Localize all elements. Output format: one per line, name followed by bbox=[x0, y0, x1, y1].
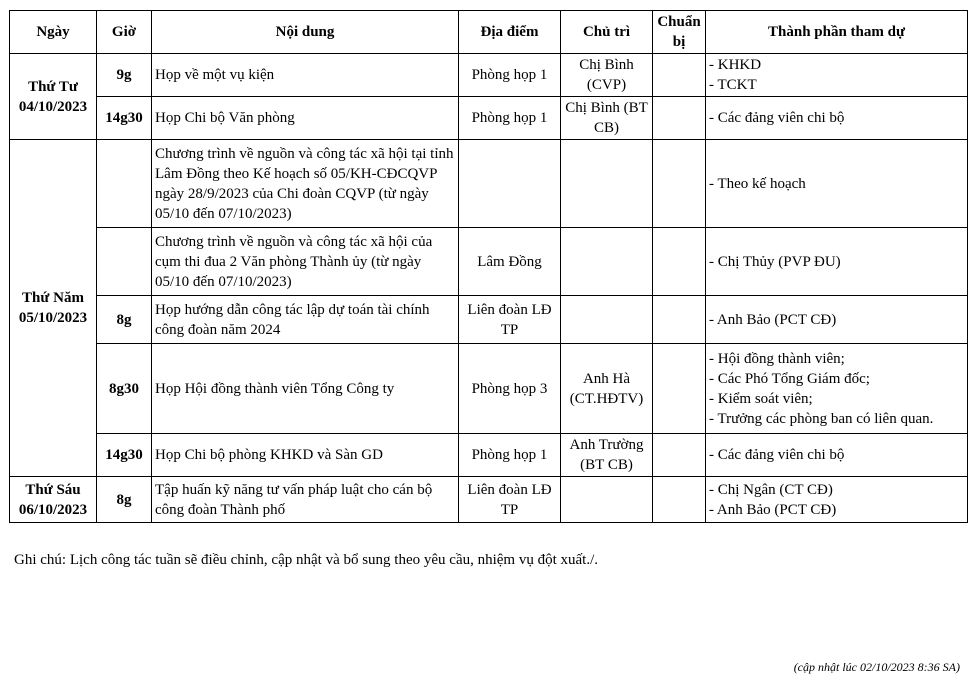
location-cell: Lâm Đồng bbox=[459, 228, 561, 296]
time-cell: 8g30 bbox=[97, 344, 152, 434]
day-cell bbox=[10, 477, 97, 523]
location-cell: Liên đoàn LĐ TP bbox=[459, 477, 561, 523]
location-cell: Phòng họp 3 bbox=[459, 344, 561, 434]
header-content: Nội dung bbox=[152, 11, 459, 54]
header-day: Ngày bbox=[10, 11, 97, 54]
day-cell bbox=[10, 54, 97, 140]
time-cell: 8g bbox=[97, 296, 152, 344]
content-cell: Họp Chi bộ Văn phòng bbox=[152, 97, 459, 140]
location-cell: Phòng họp 1 bbox=[459, 97, 561, 140]
attendees-cell: - Chị Thủy (PVP ĐU) bbox=[706, 228, 968, 296]
chair-cell: Chị Bình (BT CB) bbox=[561, 97, 653, 140]
content-cell: Chương trình về nguồn và công tác xã hội của cụm thi đua 2 Văn phòng Thành ủy (từ ngày 05/10 đến 07/10/2023) bbox=[152, 228, 459, 296]
day-date: 04/10/2023 bbox=[18, 98, 88, 115]
header-location: Địa điểm bbox=[459, 11, 561, 54]
table-row bbox=[10, 228, 968, 296]
day-label: Thứ Sáu bbox=[25, 481, 81, 498]
header-attendees: Thành phần tham dự bbox=[706, 11, 968, 54]
content-cell: Họp Hội đồng thành viên Tổng Công ty bbox=[152, 344, 459, 434]
day-label: Thứ Tư bbox=[28, 78, 78, 95]
table-row bbox=[10, 54, 968, 97]
table-row bbox=[10, 477, 968, 523]
attendees-cell bbox=[706, 344, 968, 434]
content-cell: Họp Chi bộ phòng KHKD và Sàn GD bbox=[152, 434, 459, 477]
content-cell: Tập huấn kỹ năng tư vấn pháp luật cho cán bộ công đoàn Thành phố bbox=[152, 477, 459, 523]
attendees-cell: - Các đảng viên chi bộ bbox=[706, 434, 968, 477]
table-row bbox=[10, 434, 968, 477]
prep-cell bbox=[653, 97, 706, 140]
prep-cell bbox=[653, 477, 706, 523]
attendees-cell bbox=[706, 477, 968, 523]
day-date: 05/10/2023 bbox=[18, 310, 88, 326]
header-prep: Chuẩn bị bbox=[653, 11, 706, 54]
attendee-item: - Kiểm soát viên; bbox=[709, 390, 813, 407]
location-cell: Phòng họp 1 bbox=[459, 54, 561, 97]
time-cell: 8g bbox=[97, 477, 152, 523]
day-date: 06/10/2023 bbox=[18, 501, 88, 518]
chair-cell bbox=[561, 228, 653, 296]
chair-cell: Anh Hà (CT.HĐTV) bbox=[561, 344, 653, 434]
attendee-item: - Chị Ngân (CT CĐ) bbox=[709, 481, 833, 498]
updated-timestamp: (cập nhật lúc 02/10/2023 8:36 SA) bbox=[793, 660, 960, 674]
content-cell: Họp hướng dẫn công tác lập dự toán tài chính công đoàn năm 2024 bbox=[152, 296, 459, 344]
time-cell bbox=[97, 140, 152, 228]
attendees-cell: - Anh Bảo (PCT CĐ) bbox=[706, 296, 968, 344]
time-cell: 14g30 bbox=[97, 97, 152, 140]
footnote: Ghi chú: Lịch công tác tuần sẽ điều chỉnh, cập nhật và bổ sung theo yêu cầu, nhiệm vụ đột xuất./. bbox=[14, 552, 599, 568]
prep-cell bbox=[653, 54, 706, 97]
prep-cell bbox=[653, 344, 706, 434]
time-cell: 9g bbox=[97, 54, 152, 97]
chair-cell: Anh Trường (BT CB) bbox=[561, 434, 653, 477]
location-cell: Phòng họp 1 bbox=[459, 434, 561, 477]
attendee-item: - Anh Bảo (PCT CĐ) bbox=[709, 501, 837, 518]
attendees-cell: - Theo kế hoạch bbox=[706, 140, 968, 228]
table-row bbox=[10, 140, 968, 228]
table-row bbox=[10, 97, 968, 140]
content-cell: Họp về một vụ kiện bbox=[152, 54, 459, 97]
attendees-cell: - Các đảng viên chi bộ bbox=[706, 97, 968, 140]
header-time: Giờ bbox=[97, 11, 152, 54]
time-cell: 14g30 bbox=[97, 434, 152, 477]
prep-cell bbox=[653, 228, 706, 296]
day-cell bbox=[10, 140, 97, 477]
schedule-table bbox=[9, 10, 968, 523]
attendee-item: - Trưởng các phòng ban có liên quan. bbox=[709, 410, 934, 427]
day-label: Thứ Năm bbox=[22, 290, 84, 306]
table-row bbox=[10, 296, 968, 344]
chair-cell bbox=[561, 140, 653, 228]
attendee-item: - KHKD bbox=[709, 57, 762, 73]
attendee-item: - Các Phó Tổng Giám đốc; bbox=[709, 370, 870, 387]
chair-cell bbox=[561, 296, 653, 344]
chair-cell bbox=[561, 477, 653, 523]
time-cell bbox=[97, 228, 152, 296]
attendee-item: - TCKT bbox=[709, 77, 757, 93]
header-row bbox=[10, 11, 968, 54]
attendee-item: - Hội đồng thành viên; bbox=[709, 350, 845, 367]
chair-cell: Chị Bình (CVP) bbox=[561, 54, 653, 97]
location-cell bbox=[459, 140, 561, 228]
prep-cell bbox=[653, 434, 706, 477]
attendees-cell bbox=[706, 54, 968, 97]
location-cell: Liên đoàn LĐ TP bbox=[459, 296, 561, 344]
header-chair: Chủ trì bbox=[561, 11, 653, 54]
prep-cell bbox=[653, 140, 706, 228]
table-row bbox=[10, 344, 968, 434]
prep-cell bbox=[653, 296, 706, 344]
content-cell: Chương trình về nguồn và công tác xã hội tại tỉnh Lâm Đồng theo Kế hoạch số 05/KH-CĐCQVP ngày 28/9/2023 của Chi đoàn CQVP (từ ngày 05/10 đến 07/10/2023) bbox=[152, 140, 459, 228]
